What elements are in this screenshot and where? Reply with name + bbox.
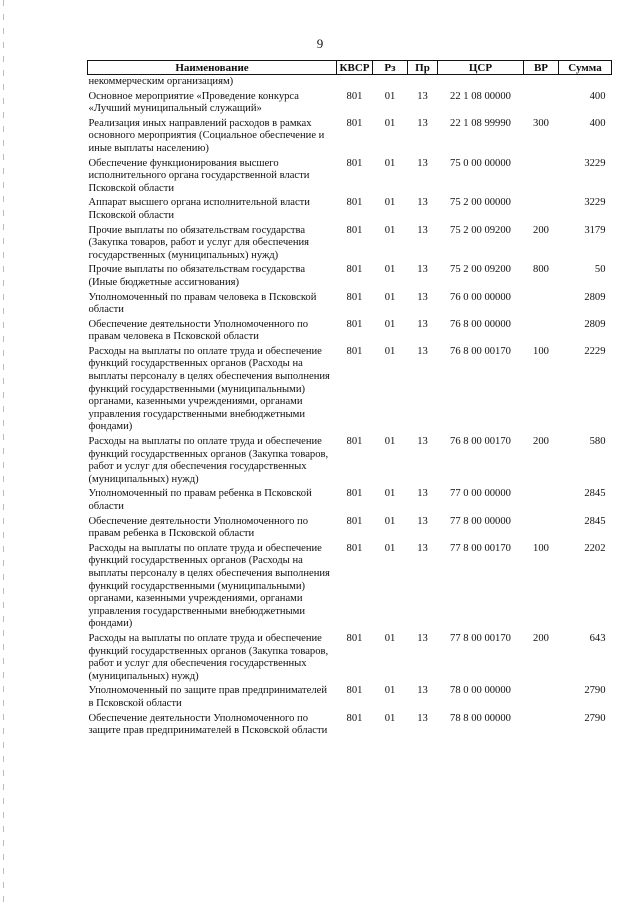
cell-csr: 75 2 00 09200 [450,224,511,236]
cell-pr: 13 [417,224,428,236]
table-row [88,263,612,290]
cell-vr [524,90,559,117]
cell-name: Обеспечение функционирования высшего исполнительного органа государственной власти Псковской области [88,157,310,194]
cell-vr: 100 [533,345,549,357]
cell-name: Расходы на выплаты по оплате труда и обеспечение функций государственных органов (Закупка товаров, работ и услуг для обеспечения государственных (муниципальных) нужд) [88,632,329,682]
cell-name: Обеспечение деятельности Уполномоченного по правам ребенка в Псковской области [88,515,309,540]
cell-sum: 50 [594,264,606,276]
header-name: Наименование [88,61,337,75]
header-vr: ВР [524,61,559,75]
scan-edge [3,0,4,905]
cell-rz: 01 [384,542,396,554]
cell-name: Расходы на выплаты по оплате труда и обеспечение функций государственных органов (Закупка товаров, работ и услуг для обеспечения государственных (муниципальных) нужд) [88,436,329,485]
cell-sum: 2790 [584,685,606,697]
cell-csr: 76 0 00 00000 [450,291,511,303]
cell-sum: 2845 [584,488,606,500]
cell-kvsr: 801 [346,157,363,169]
cell-sum: 2229 [584,345,606,357]
cell-kvsr [337,75,373,90]
cell-pr: 13 [417,542,428,554]
header-csr: ЦСР [438,61,524,75]
cell-vr: 200 [533,224,549,236]
cell-csr: 78 8 00 00000 [450,712,511,724]
header-rz: Рз [373,61,408,75]
table-row [88,632,612,684]
cell-pr: 13 [417,345,428,357]
cell-sum: 580 [589,436,606,448]
budget-table [87,60,612,739]
cell-pr: 13 [417,291,428,303]
table-row [88,684,612,711]
cell-kvsr: 801 [346,515,363,527]
cell-csr: 78 0 00 00000 [450,685,511,697]
cell-rz: 01 [384,345,396,357]
table-row [88,435,612,487]
cell-pr: 13 [417,712,428,724]
table-row [88,196,612,223]
page-number: 9 [316,36,324,51]
cell-csr: 22 1 08 00000 [450,90,511,102]
cell-vr [524,487,559,514]
cell-name: Уполномоченный по защите прав предпринимателей в Псковской области [88,685,328,709]
cell-kvsr: 801 [346,345,363,357]
cell-vr [524,75,559,90]
cell-rz: 01 [384,90,396,102]
cell-kvsr: 801 [346,291,363,303]
cell-kvsr: 801 [346,117,363,129]
cell-rz: 01 [384,157,396,169]
cell-kvsr: 801 [346,224,363,236]
cell-csr [438,75,524,90]
cell-kvsr: 801 [346,488,363,500]
cell-rz: 01 [384,488,396,500]
cell-rz: 01 [384,264,396,276]
cell-vr: 800 [533,264,549,276]
cell-vr [524,712,559,739]
cell-name: Обеспечение деятельности Уполномоченного по правам человека в Псковской области [88,318,309,343]
cell-name: некоммерческим организациям) [88,76,234,87]
cell-rz: 01 [384,712,396,724]
cell-pr: 13 [417,197,428,209]
cell-sum: 2202 [584,542,606,554]
table-row [88,515,612,542]
cell-rz [373,75,408,90]
header-pr: Пр [408,61,438,75]
cell-csr: 76 8 00 00000 [450,318,511,330]
cell-kvsr: 801 [346,318,363,330]
cell-csr: 77 8 00 00000 [450,515,511,527]
cell-rz: 01 [384,318,396,330]
cell-rz: 01 [384,117,396,129]
cell-pr: 13 [417,157,428,169]
header-kvsr: КВСР [337,61,373,75]
cell-sum: 3229 [584,197,606,209]
cell-rz: 01 [384,291,396,303]
cell-sum: 3179 [584,224,606,236]
cell-name: Уполномоченный по правам ребенка в Псковской области [88,488,312,512]
cell-vr [524,684,559,711]
cell-rz: 01 [384,632,396,644]
cell-pr: 13 [417,117,428,129]
cell-kvsr: 801 [346,436,363,448]
cell-pr: 13 [417,264,428,276]
cell-rz: 01 [384,436,396,448]
table-row [88,90,612,117]
cell-csr: 22 1 08 99990 [450,117,511,129]
table-row [88,345,612,435]
cell-name: Прочие выплаты по обязательствам государства (Иные бюджетные ассигнования) [88,264,306,288]
cell-csr: 77 8 00 00170 [450,542,511,554]
cell-name: Расходы на выплаты по оплате труда и обеспечение функций государственных органов (Расходы на выплаты персоналу в целях обеспечения выполнения функций государственными (муниципальными) органами, казенными учреждениями, органами управления государственными внебюджетными фондами) [88,345,330,433]
table-row [88,487,612,514]
cell-vr: 200 [533,436,549,448]
cell-vr: 200 [533,632,549,644]
cell-kvsr: 801 [346,632,363,644]
cell-csr: 75 2 00 09200 [450,264,511,276]
cell-name: Основное мероприятие «Проведение конкурса «Лучший муниципальный служащий» [88,90,299,115]
cell-pr [408,75,438,90]
cell-csr: 76 8 00 00170 [450,345,511,357]
cell-sum: 3229 [584,157,606,169]
cell-vr [524,157,559,197]
table-row [88,712,612,739]
table-row [88,75,612,90]
cell-csr: 75 0 00 00000 [450,157,511,169]
cell-pr: 13 [417,90,428,102]
header-sum: Сумма [559,61,612,75]
cell-vr [524,196,559,223]
cell-name: Прочие выплаты по обязательствам государства (Закупка товаров, работ и услуг для обеспечения государственных (муниципальных) нужд) [88,224,310,261]
cell-pr: 13 [417,515,428,527]
cell-pr: 13 [417,685,428,697]
cell-rz: 01 [384,224,396,236]
table-row [88,117,612,157]
cell-vr [524,515,559,542]
cell-kvsr: 801 [346,90,363,102]
cell-kvsr: 801 [346,264,363,276]
cell-csr: 76 8 00 00170 [450,436,511,448]
cell-vr: 300 [533,117,549,129]
cell-kvsr: 801 [346,712,363,724]
table-row [88,542,612,632]
cell-vr [524,291,559,318]
cell-pr: 13 [417,488,428,500]
cell-sum: 2809 [584,318,606,330]
cell-name: Уполномоченный по правам человека в Псковской области [88,291,317,316]
cell-sum: 643 [589,632,606,644]
cell-kvsr: 801 [346,542,363,554]
table-row [88,224,612,264]
cell-name: Обеспечение деятельности Уполномоченного по защите прав предпринимателей в Псковской области [88,712,328,737]
cell-name: Аппарат высшего органа исполнительной власти Псковской области [88,197,310,221]
cell-csr: 75 2 00 00000 [450,197,511,209]
cell-kvsr: 801 [346,197,363,209]
cell-name: Реализация иных направлений расходов в рамках основного мероприятия (Социальное обеспечение и иные выплаты населению) [88,117,325,154]
cell-sum: 2845 [584,515,606,527]
cell-rz: 01 [384,515,396,527]
cell-sum [559,75,612,90]
cell-sum: 400 [589,90,606,102]
cell-vr [524,318,559,345]
table-row [88,318,612,345]
table-header-row [88,61,612,75]
table-body [88,75,612,739]
cell-pr: 13 [417,436,428,448]
cell-csr: 77 0 00 00000 [450,488,511,500]
cell-kvsr: 801 [346,685,363,697]
cell-pr: 13 [417,632,428,644]
cell-sum: 2790 [584,712,606,724]
cell-name: Расходы на выплаты по оплате труда и обеспечение функций государственных органов (Расходы на выплаты персоналу в целях обеспечения выполнения функций государственными (муниципальными) органами, казенными учреждениями, органами управления государственными внебюджетными фондами) [88,542,330,630]
table-row [88,157,612,197]
cell-csr: 77 8 00 00170 [450,632,511,644]
cell-sum: 2809 [584,291,606,303]
table-row [88,291,612,318]
cell-pr: 13 [417,318,428,330]
cell-vr: 100 [533,542,549,554]
cell-sum: 400 [589,117,606,129]
cell-rz: 01 [384,685,396,697]
cell-rz: 01 [384,197,396,209]
